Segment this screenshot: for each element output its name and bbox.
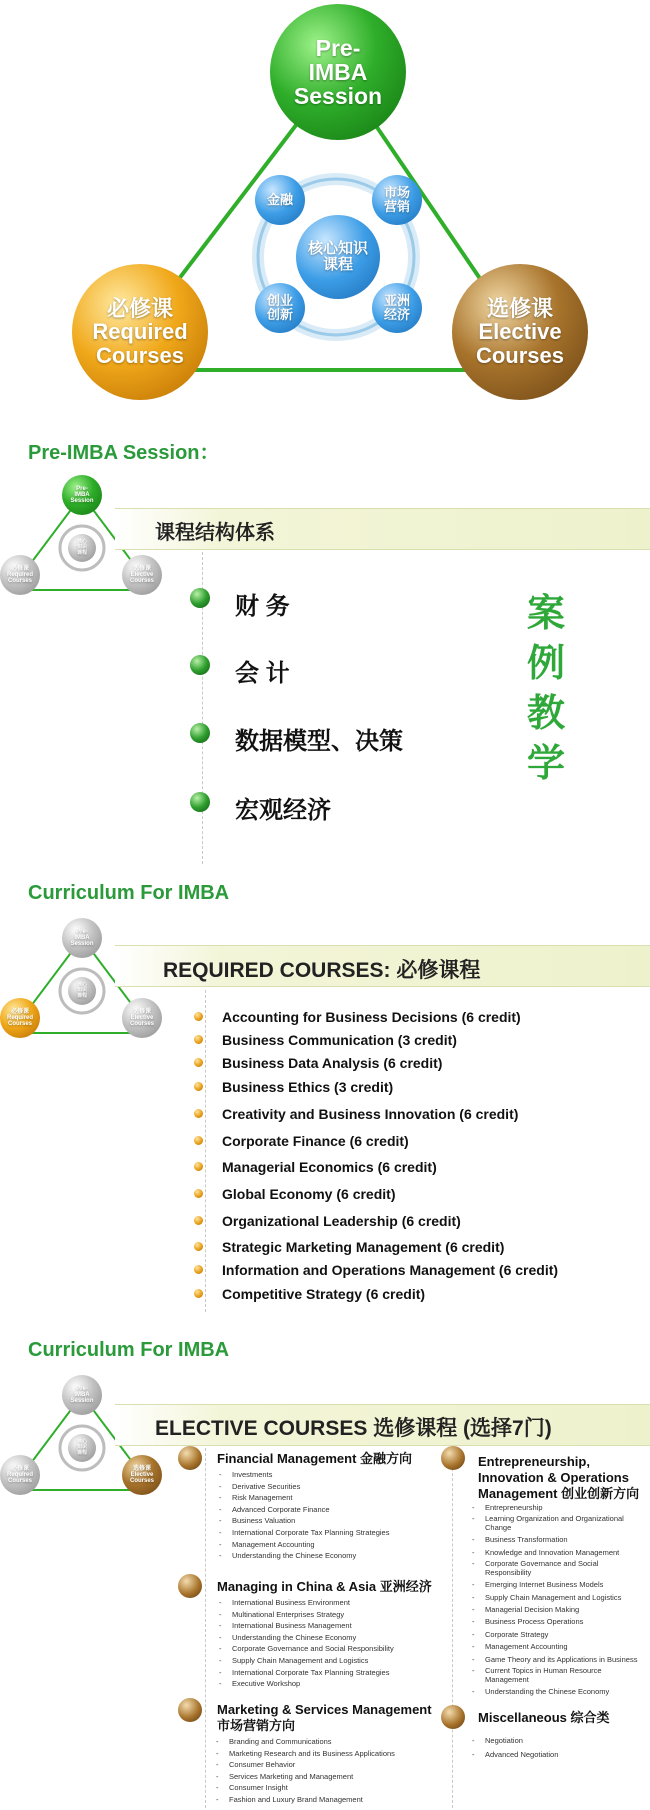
required-course: Strategic Marketing Management (6 credit) [222,1239,505,1255]
elective-course: - Knowledge and Innovation Management [470,1547,637,1559]
course-bullet [194,1012,203,1021]
required-course: Business Ethics (3 credit) [222,1079,394,1095]
pre-imba-bullet [190,588,210,608]
elective-course: - Understanding the Chinese Economy [217,1550,389,1562]
elective-ball-cn: 选修课 [486,296,553,322]
required-ball-en: Required Courses [92,319,188,368]
required-course: Information and Operations Management (6 credit) [222,1262,559,1278]
elective-course: - Multinational Enterprises Strategy [217,1609,394,1621]
elective-course: - Services Marketing and Management [214,1771,395,1783]
pre-imba-ball: Pre- IMBA Session [270,4,406,140]
required-course: Business Data Analysis (6 credit) [222,1055,443,1071]
elective-group-title: Miscellaneous 综合类 [478,1710,610,1725]
required-course: Corporate Finance (6 credit) [222,1133,409,1149]
mini-elective-ball: 选修课 Elective Courses [122,1455,162,1495]
required-course: Competitive Strategy (6 credit) [222,1286,426,1302]
course-bullet [194,1242,203,1251]
elective-course: - Managerial Decision Making [470,1604,637,1616]
pre-imba-item: 宏观经济 [235,797,331,824]
mini-required-ball: 必修课 Required Courses [0,555,40,595]
mini-pre-imba-ball: Pre- IMBA Session [62,1375,102,1415]
elective-group-list [214,1736,395,1806]
elective-group-bullet [441,1446,465,1470]
elective-course: - Management Accounting [217,1539,389,1551]
elective-group-title: Entrepreneurship, Innovation & Operations Management 创业创新方向 [478,1454,640,1501]
elective-course: - Derivative Securities [217,1481,389,1493]
mini-required-ball: 必修课 Required Courses [0,998,40,1038]
elective-group-bullet [178,1574,202,1598]
course-bullet [194,1136,203,1145]
asia-economy-satellite: 亚洲 经济 [372,283,422,333]
mini-pre-imba-ball: Pre- IMBA Session [62,918,102,958]
case-teaching-char: 学 [527,743,566,785]
elective-course: - Supply Chain Management and Logistics [217,1655,394,1667]
elective-course: - Corporate Strategy [470,1629,637,1641]
elective-course: - Advanced Corporate Finance [217,1504,389,1516]
elective-group-list [217,1597,394,1690]
core-courses-ball: 核心知识 课程 [296,215,380,299]
mini-core-ball: 核心 知识 课程 [68,977,96,1005]
pre-imba-item: 财 务 [235,593,290,620]
course-bullet [194,1216,203,1225]
elective-course: - Corporate Governance and Social Responsibility [217,1643,394,1655]
required-course: Accounting for Business Decisions (6 credit) [222,1009,521,1025]
elective-course: - International Corporate Tax Planning Strategies [217,1667,394,1679]
elective-group-bullet [441,1705,465,1729]
elective-course: - Consumer Behavior [214,1759,395,1771]
mini-pre-imba-ball: Pre- IMBA Session [62,475,102,515]
elective-course: - Learning Organization and Organizational Change [470,1514,637,1532]
elective-course: - Understanding the Chinese Economy [470,1686,637,1698]
mini-elective-ball: 选修课 Elective Courses [122,998,162,1038]
elective-group-list [470,1502,637,1698]
elective-course: - Risk Management [217,1492,389,1504]
elective-course: - Emerging Internet Business Models [470,1579,637,1591]
elective-course: - Business Process Operations [470,1616,637,1628]
required-course: Global Economy (6 credit) [222,1186,396,1202]
elective-group-list [217,1469,389,1562]
elective-group-bullet [178,1698,202,1722]
elective-group-list [470,1734,558,1762]
required-course: Business Communication (3 credit) [222,1032,457,1048]
mini-required-ball: 必修课 Required Courses [0,1455,40,1495]
required-banner-text: REQUIRED COURSES: 必修课程 [163,959,481,982]
course-bullet [194,1189,203,1198]
case-teaching-char: 教 [527,693,566,735]
elective-divider-left [205,1448,206,1808]
elective-course: - Executive Workshop [217,1678,394,1690]
elective-course: - Marketing Research and its Business Applications [214,1748,395,1760]
case-teaching-char: 案 [527,593,566,635]
case-teaching-char: 例 [527,643,566,685]
elective-course: - International Business Environment [217,1597,394,1609]
elective-course: - Corporate Governance and Social Responsibility [470,1559,637,1577]
elective-course: - Branding and Communications [214,1736,395,1748]
elective-courses-ball [452,264,588,400]
elective-course: - Investments [217,1469,389,1481]
elective-section-title: Curriculum For IMBA [28,1339,230,1361]
elective-course: - Current Topics in Human Resource Management [470,1666,637,1684]
elective-group-title: Managing in China & Asia 亚洲经济 [217,1579,432,1594]
required-course: Organizational Leadership (6 credit) [222,1213,461,1229]
elective-course: - Negotiation [470,1734,558,1748]
required-courses-ball [72,264,208,400]
course-bullet [194,1265,203,1274]
finance-satellite: 金融 [255,175,305,225]
elective-course: - Supply Chain Management and Logistics [470,1592,637,1604]
elective-course: - Management Accounting [470,1641,637,1653]
elective-course: - Game Theory and its Applications in Business [470,1654,637,1666]
required-divider [205,990,206,1312]
marketing-satellite: 市场 营销 [372,175,422,225]
pre-imba-item: 数据模型、决策 [235,728,403,755]
elective-course: - Advanced Negotiation [470,1748,558,1762]
elective-course: - Consumer Insight [214,1782,395,1794]
elective-course: - Business Transformation [470,1534,637,1546]
required-course: Creativity and Business Innovation (6 credit) [222,1106,519,1122]
pre-imba-bullet [190,792,210,812]
mini-core-ball: 核心 知识 课程 [68,1434,96,1462]
elective-group-bullet [178,1446,202,1470]
elective-group-title: Financial Management 金融方向 [217,1451,413,1466]
elective-ball-en: Elective Courses [475,319,565,368]
mini-elective-ball: 选修课 Elective Courses [122,555,162,595]
course-bullet [194,1082,203,1091]
pre-imba-banner-text: 课程结构体系 [155,522,275,544]
course-bullet [194,1162,203,1171]
elective-group-title: Marketing & Services Management 市场营销方向 [217,1702,432,1733]
course-bullet [194,1289,203,1298]
course-bullet [194,1035,203,1044]
pre-imba-item: 会 计 [235,660,290,687]
course-bullet [194,1058,203,1067]
mini-core-ball: 核心 知识 课程 [68,534,96,562]
pre-imba-bullet [190,723,210,743]
required-section-title: Curriculum For IMBA [28,882,230,904]
elective-course: - Understanding the Chinese Economy [217,1632,394,1644]
top-diagram [0,0,650,410]
entrepreneurship-satellite: 创业 创新 [255,283,305,333]
elective-course: - International Corporate Tax Planning Strategies [217,1527,389,1539]
elective-course: - Business Valuation [217,1515,389,1527]
elective-course: - Fashion and Luxury Brand Management [214,1794,395,1806]
elective-banner-text: ELECTIVE COURSES 选修课程 (选择7门) [155,1417,552,1440]
required-ball-cn: 必修课 [106,296,173,322]
elective-course: - Entrepreneurship [470,1502,637,1514]
required-course: Managerial Economics (6 credit) [222,1159,437,1175]
course-bullet [194,1109,203,1118]
pre-imba-bullet [190,655,210,675]
pre-imba-section-title: Pre-IMBA Session： [28,442,220,464]
elective-divider-mid [452,1448,453,1808]
elective-course: - International Business Management [217,1620,394,1632]
